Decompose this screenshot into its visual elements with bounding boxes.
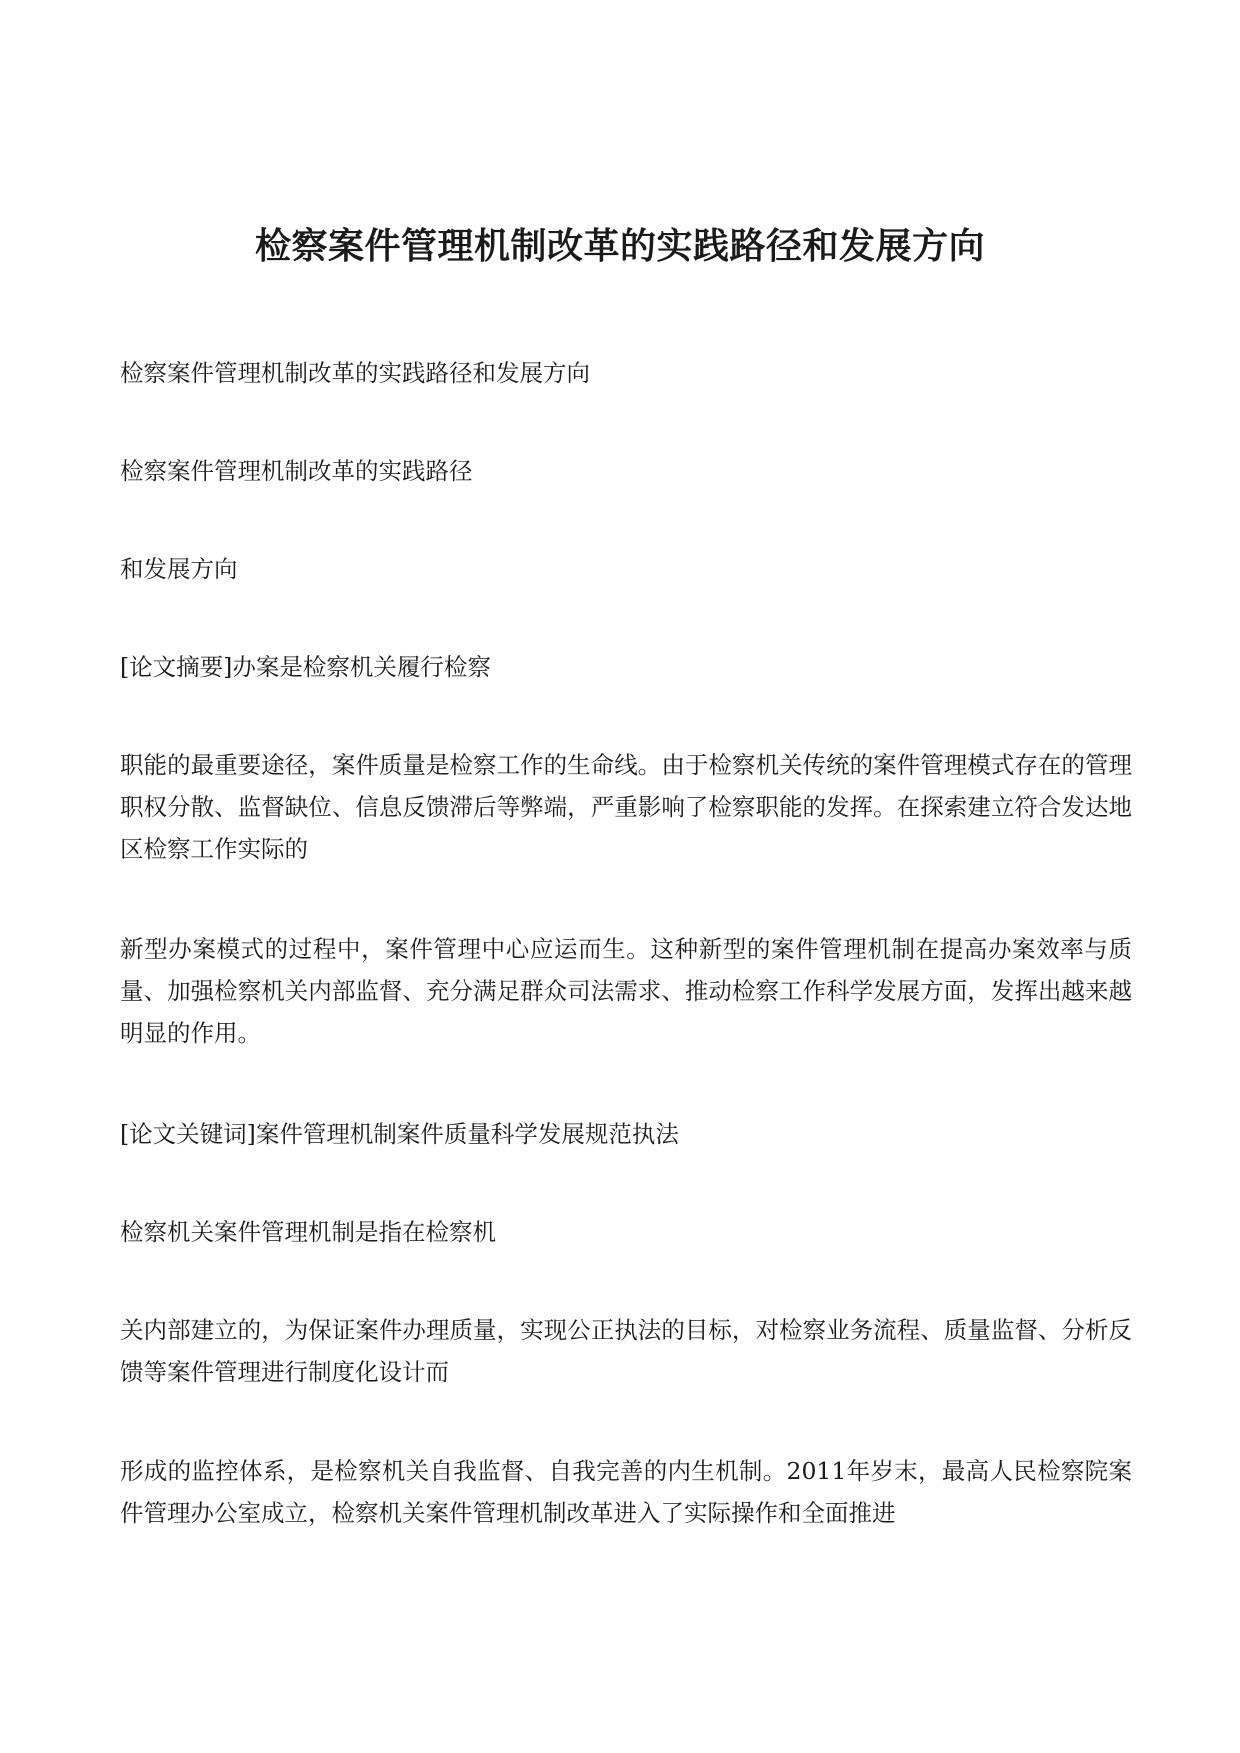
paragraph-body-3: 形成的监控体系，是检察机关自我监督、自我完善的内生机制。2011年岁末，最高人民检察院案件管理办公室成立，检察机关案件管理机制改革进入了实际操作和全面推进 [120,1457,1132,1527]
paragraph-body-2: 关内部建立的，为保证案件办理质量，实现公正执法的目标，对检察业务流程、质量监督、分析反馈等案件管理进行制度化设计而 [120,1316,1132,1386]
keywords-line: [论文关键词]案件管理机制案件质量科学发展规范执法 [120,1120,679,1148]
paragraph-3: 和发展方向 [120,555,238,583]
abstract-heading: [论文摘要]办案是检察机关履行检察 [120,653,491,681]
paragraph-body-1: 检察机关案件管理机制是指在检察机 [120,1218,496,1246]
paragraph-1: 检察案件管理机制改革的实践路径和发展方向 [120,359,590,387]
paragraph-abstract-1: 职能的最重要途径，案件质量是检察工作的生命线。由于检察机关传统的案件管理模式存在的管理职权分散、监督缺位、信息反馈滞后等弊端，严重影响了检察职能的发挥。在探索建立符合发达地区检察工作实际的 [120,751,1132,863]
paragraph-2: 检察案件管理机制改革的实践路径 [120,457,473,485]
paragraph-abstract-2: 新型办案模式的过程中，案件管理中心应运而生。这种新型的案件管理机制在提高办案效率与质量、加强检察机关内部监督、充分满足群众司法需求、推动检察工作科学发展方面，发挥出越来越明显的作用。 [120,935,1132,1047]
document-title: 检察案件管理机制改革的实践路径和发展方向 [254,225,985,267]
